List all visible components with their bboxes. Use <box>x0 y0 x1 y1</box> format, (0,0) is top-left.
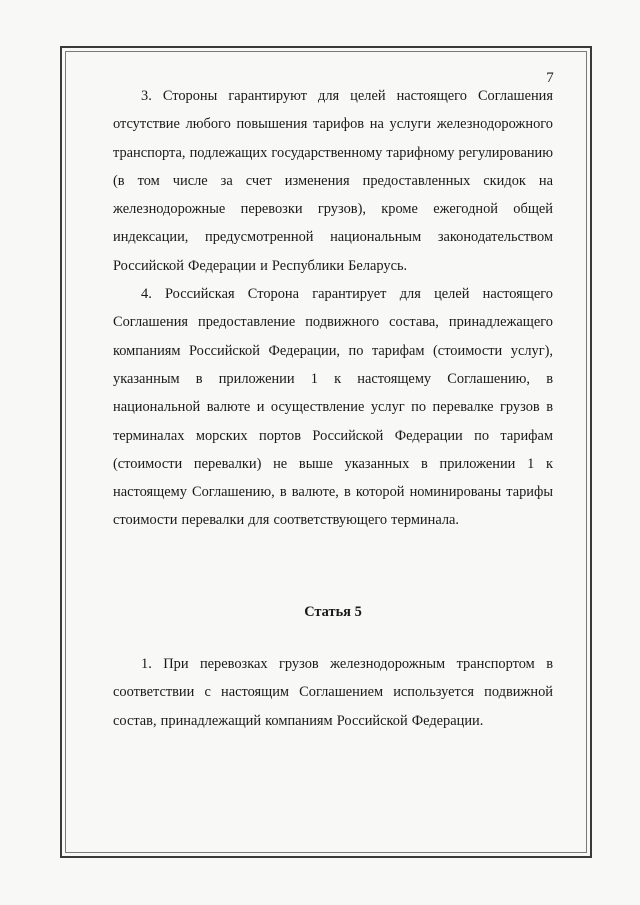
article-body <box>113 650 553 735</box>
paragraph-4: 4. Российская Сторона гарантирует для целей настоящего Соглашения предоставление подвижного состава, принадлежащего компаниям Российской Федерации, по тарифам (стоимости услуг), указанным в приложении 1 к настоящему Соглашению, в национальной валюте и осуществление услуг по перевалке грузов в терминалах морских портов Российской Федерации по тарифам (стоимости перевалки) не выше указанных в приложении 1 к настоящему Соглашению, в валюте, в которой номинированы тарифы стоимости перевалки для соответствующего терминала. <box>113 286 553 529</box>
article-paragraph-1: 1. При перевозках грузов железнодорожным транспортом в соответствии с настоящим Соглашением используется подвижной состав, принадлежащий компаниям Российской Федерации. <box>113 656 553 729</box>
document-body <box>113 82 553 535</box>
paragraph-3: 3. Стороны гарантируют для целей настоящего Соглашения отсутствие любого повышения тарифов на услуги железнодорожного транспорта, подлежащих государственному тарифному регулированию (в том числе за счет изменения предоставленных скидок на железнодорожные перевозки грузов), кроме ежегодной общей индексации, предусмотренной национальным законодательством Российской Федерации и Республики Беларусь. <box>113 88 553 274</box>
article-heading: Статья 5 <box>304 604 362 620</box>
page-number: 7 <box>546 70 554 86</box>
